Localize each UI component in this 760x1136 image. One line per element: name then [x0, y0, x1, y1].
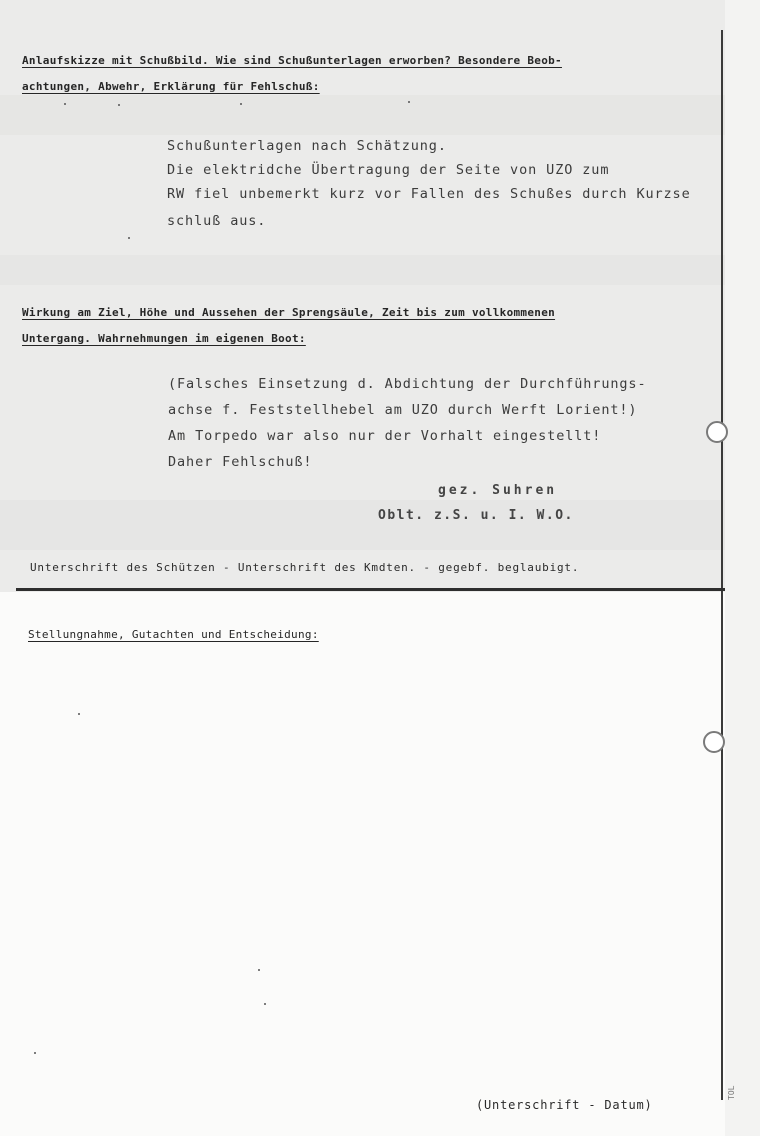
- section1-text-line: Die elektridche Übertragung der Seite von UZO zum: [167, 162, 610, 178]
- section2-heading-line2: Untergang. Wahrnehmungen im eigenen Boot:: [22, 332, 306, 345]
- scan-speck: [34, 1052, 36, 1054]
- punch-hole: [706, 421, 728, 443]
- section2-text-line: Am Torpedo war also nur der Vorhalt eingestellt!: [168, 428, 602, 444]
- page-edge: [725, 0, 760, 1136]
- section1-text-line: schluß aus.: [167, 213, 267, 229]
- scan-speck: [128, 237, 130, 239]
- section-divider: [16, 588, 725, 591]
- section1-text-line: Schußunterlagen nach Schätzung.: [167, 138, 447, 154]
- section2-heading-line1: Wirkung am Ziel, Höhe und Aussehen der Sprengsäule, Zeit bis zum vollkommenen: [22, 306, 556, 319]
- section1-heading-line1: Anlaufskizze mit Schußbild. Wie sind Schußunterlagen erworben? Besondere Beob-: [22, 54, 562, 67]
- scan-shading: [0, 500, 725, 550]
- punch-hole: [703, 731, 725, 753]
- scan-speck: [264, 1003, 266, 1005]
- scan-speck: [118, 104, 120, 106]
- signature-name: gez. Suhren: [438, 483, 558, 498]
- scan-speck: [258, 969, 260, 971]
- scan-speck: [78, 713, 80, 715]
- signature-rank: Oblt. z.S. u. I. W.O.: [378, 508, 574, 523]
- section1-text-line: RW fiel unbemerkt kurz vor Fallen des Schußes durch Kurzse: [167, 186, 691, 202]
- signature-date-label: (Unterschrift - Datum): [476, 1098, 653, 1112]
- scan-speck: [240, 103, 242, 105]
- section2-text-line: achse f. Feststellhebel am UZO durch Werft Lorient!): [168, 402, 638, 418]
- section2-text-line: (Falsches Einsetzung d. Abdichtung der Durchführungs-: [168, 376, 647, 392]
- scan-shading: [0, 95, 725, 135]
- margin-mark: TOL: [727, 1085, 736, 1100]
- section1-heading-line2: achtungen, Abwehr, Erklärung für Fehlschuß:: [22, 80, 320, 93]
- scan-speck: [64, 103, 66, 105]
- signature-footer-line: Unterschrift des Schützen - Unterschrift des Kmdten. - gegebf. beglaubigt.: [30, 561, 580, 574]
- scan-shading: [0, 255, 725, 285]
- right-margin-rule: [721, 30, 723, 1100]
- scan-speck: [408, 101, 410, 103]
- section2-text-line: Daher Fehlschuß!: [168, 454, 313, 470]
- section3-heading: Stellungnahme, Gutachten und Entscheidung:: [28, 628, 319, 641]
